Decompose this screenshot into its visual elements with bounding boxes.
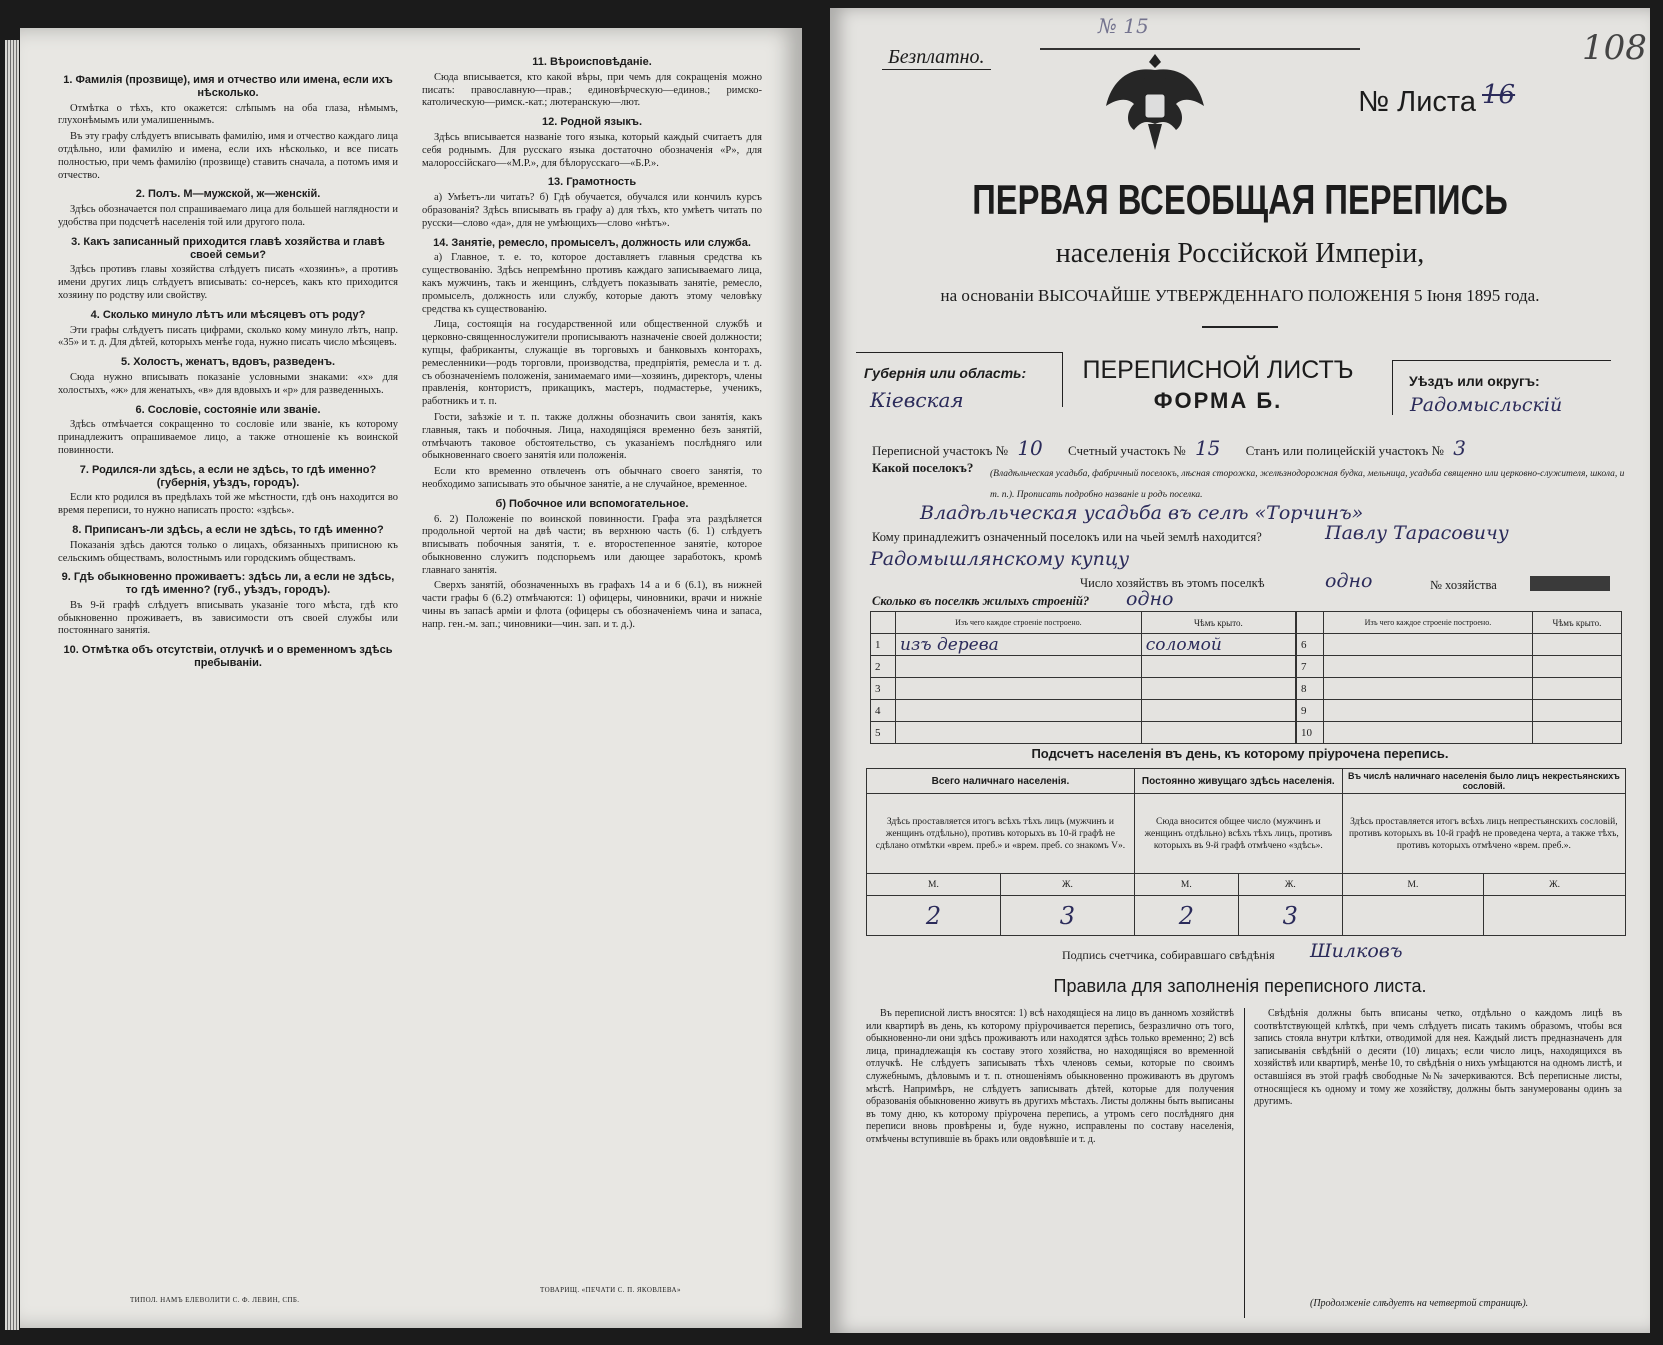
instruction-heading: 3. Какъ записанный приходится главѣ хозяйства и главѣ своей семьи?: [71, 235, 385, 261]
settlement-hint: (Владѣльческая усадьба, фабричный поселокъ, лѣсная сторожка, желѣзнодорожная будка, мельница, усадьба священно или церковно-служителя, школа, и т. п.). Прописать подробно названіе и родъ поселка.: [990, 469, 1625, 500]
free-label: Безплатно.: [882, 46, 991, 70]
instruction-paragraph: Здѣсь обозначается пол спрашиваемаго лица для большей наглядности и удобства при подсчетѣ населенія той или другого пола.: [58, 204, 398, 228]
permanent-male-value: 2: [1134, 896, 1238, 936]
instruction-paragraph: Если кто временно отвлеченъ отъ обычнаго своего занятія, то необходимо записывать это обычное занятіе, а не случайное, временное.: [422, 466, 762, 490]
bld-row-number: 6: [1297, 634, 1324, 656]
settlement-value: Владѣльческая усадьба въ селѣ «Торчинъ»: [920, 502, 1364, 524]
guberniya-label: Губернія или область:: [864, 365, 1027, 381]
instruction-heading: 9. Гдѣ обыкновенно проживаетъ: здѣсь ли, а если не здѣсь, то гдѣ именно? (губ., уѣздъ, городъ).: [61, 571, 395, 597]
col-male: М.: [867, 874, 1001, 896]
bld-row-number: 1: [871, 634, 896, 656]
printer-imprint-right: ТОВАРИЩ. «ПЕЧАТИ С. П. ЯКОВЛЕВА»: [540, 1286, 681, 1294]
instruction-heading: 1. Фамилія (прозвище), имя и отчество или имена, если ихъ нѣсколько.: [63, 74, 393, 99]
form-subtitle: ФОРМА Б.: [1153, 388, 1283, 413]
owner-value-2: Радомышлянскому купцу: [870, 548, 1130, 570]
form-title: ПЕРЕПИСНОЙ ЛИСТЪ: [1082, 356, 1354, 384]
bld-roof-value: соломой: [1141, 634, 1295, 656]
count-head-nonpeasant: Въ числѣ наличнаго населенія было лицъ некрестьянскихъ сословій.: [1342, 769, 1625, 794]
instruction-paragraph: Сверхъ занятій, обозначенныхъ въ графахъ 14 а и 6 (6.1), въ нижней части графы 6 (6.2) отмѣчаются: 1) офицеры, чиновники, врачи и нижніе чины въ запасѣ армiи и флота (офицеры съ обозначеніемъ чина и запаса, напр. ген.-м. зап.; чиновники—чин. зап. и т. д.).: [422, 580, 762, 630]
bld-head-roof-2: Чѣмъ крыто.: [1532, 612, 1621, 634]
instruction-paragraph: 6. 2) Положеніе по воинской повинности. Графа эта раздѣляется продольной чертой на двѣ части; въ верхнюю часть (6. 1) слѣдуетъ вписывать побочныя занятія, т. е. второстепенное занятіе, которое обыкновенно служитъ подспорьемъ или дающее заработокъ, кромѣ главнаго занятія.: [422, 513, 762, 576]
col-female: Ж.: [1484, 874, 1626, 896]
bld-row-number: 9: [1297, 700, 1324, 722]
count-head-permanent: Постоянно живущаго здѣсь населенія.: [1134, 769, 1342, 794]
instruction-paragraph: Лица, состоящія на государственной или общественной службѣ и церковно-священнослужители прописываютъ назначеніе своей должности; купцы, фабриканты, служащіе въ торговыхъ и банковыхъ конторахъ, ремесленники—родъ торговли, производства, предпріятія, ремесла и т. д. съ обозначеніемъ положенія, занимаемаго ими—хозяинъ, директоръ, члены правленія, контористъ, прикащикъ, мастеръ, подмастерье, ученикъ, работникъ и т. п.: [422, 319, 762, 408]
instruction-paragraph: Въ эту графу слѣдуетъ вписывать фамилію, имя и отчество каждаго лица отдѣльно, или фамилію и имена, если ихъ нѣсколько, и все писать полностью, при чемъ фамилію (прозвище) ставить сначала, а потомъ имя и отчество.: [58, 131, 398, 181]
instruction-heading: 11. Вѣроисповѣданіе.: [532, 56, 652, 68]
households-label: Число хозяйствъ въ этомъ поселкѣ: [1080, 576, 1265, 590]
instruction-paragraph: Здѣсь противъ главы хозяйства слѣдуетъ писать «хозяинъ», а противъ имени других лицъ слѣдуетъ вписывать: со-нерсеъ, какъ кто приходится хозяину по родству или свойству.: [58, 264, 398, 301]
count-head-present: Всего наличнаго населенія.: [867, 769, 1135, 794]
police-district-label: Станъ или полицейскій участокъ №: [1245, 443, 1444, 458]
instruction-paragraph: а) Главное, т. е. то, которое доставляетъ главныя средства къ существованію. Здѣсь непремѣнно противъ каждаго записываемаго лица, какъ мужчинъ, такъ и женщинъ, слѣдуетъ показывать занятіе, ремесло, промыселъ, должность или службу, которые даютъ этому человѣку средства къ существованію.: [422, 252, 762, 315]
rules-right-column: Свѣдѣнія должны быть вписаны четко, отдѣльно о каждомъ лицѣ въ соотвѣтствующей клѣткѣ, при чемъ слѣдуетъ писать такимъ образомъ, чтобы вся запись стояла внутри клѣтки, отводимой для нея. Каждый листъ предназначенъ для записыванія свѣдѣній о десяти (10) лицахъ; если число лицъ, находящихся въ хозяйствѣ или квартирѣ, менѣе 10, то свѣдѣнія о нихъ умѣщаются на одномъ листѣ, и оставшіяся въ этой графѣ свободные №№ зачеркиваются. Всѣ переписные листы, относящіеся къ одному и тому же хозяйству, должны быть занумерованы одинъ за другимъ.: [1254, 1008, 1622, 1108]
police-district-value: 3: [1453, 436, 1466, 460]
bld-row-number: 4: [871, 700, 896, 722]
signature-value: Шилковъ: [1310, 940, 1403, 962]
instruction-heading: б) Побочное или вспомогательное.: [495, 497, 689, 510]
instruction-paragraph: Въ 9-й графѣ слѣдуетъ вписывать указаніе того мѣста, гдѣ кто обыкновенно проживаетъ, въ зависимости отъ своей службы или постояннаго занятія.: [58, 599, 398, 637]
rules-title: Правила для заполненія переписного листа.: [1053, 976, 1427, 996]
uezd-value: Радомысльскій: [1410, 394, 1563, 416]
bld-row-number: 3: [871, 678, 896, 700]
legal-basis: на основаніи ВЫСОЧАЙШЕ УТВЕРЖДЕННАГО ПОЛОЖЕНІЯ 5 Іюня 1895 года.: [940, 286, 1540, 305]
continued-note: (Продолженіе слѣдуетъ на четвертой страницѣ).: [1310, 1298, 1529, 1309]
owner-value-1: Павлу Тарасовичу: [1325, 522, 1509, 544]
sheet-number-label: № Листа: [1358, 86, 1476, 118]
instruction-paragraph: Отмѣтка о тѣхъ, кто окажется: слѣпымъ на оба глаза, нѣмымъ, глухонѣмымъ или умалишеннымъ.: [58, 102, 398, 127]
present-male-value: 2: [867, 896, 1001, 936]
instruction-heading: 2. Полъ. М—мужской, ж—женскій.: [135, 188, 321, 201]
instruction-paragraph: а) Умѣетъ-ли читать? б) Гдѣ обучается, обучался или кончилъ курсъ образованія? Здѣсь вписывать въ графу а) для тѣхъ, кто умѣетъ читать по русски—слово «да», для не умѣющихъ—слово «нѣтъ».: [422, 192, 762, 229]
present-female-value: 3: [1000, 896, 1134, 936]
district-line: [872, 436, 1466, 460]
bld-head-material: Изъ чего каждое строеніе построено.: [896, 612, 1142, 634]
counting-district-label: Счетный участокъ №: [1068, 443, 1186, 458]
count-desc-nonpeasant: Здѣсь проставляется итогъ всѣхъ лицъ непрестьянскихъ сословій, противъ которыхъ въ 10-й графѣ не проведена черта, а также тѣхъ, противъ которыхъ отмѣчено «врем. преб.».: [1342, 794, 1625, 874]
instruction-heading: 12. Родной языкъ.: [541, 116, 642, 129]
nonpeasant-male-value: [1342, 896, 1483, 936]
permanent-female-value: 3: [1238, 896, 1342, 936]
col-female: Ж.: [1238, 874, 1342, 896]
bld-head-roof: Чѣмъ крыто.: [1141, 612, 1295, 634]
census-district-label: Переписной участокъ №: [872, 443, 1009, 458]
divider: [1202, 326, 1278, 328]
instruction-heading: 5. Холостъ, женатъ, вдовъ, разведенъ.: [120, 356, 336, 369]
redaction-mark: [1530, 576, 1610, 591]
uezd-label: Уѣздъ или округъ:: [1409, 373, 1540, 389]
owner-question: Кому принадлежитъ означенный поселокъ или на чьей землѣ находится?: [872, 530, 1262, 544]
bld-row-number: 5: [871, 722, 896, 744]
col-male: М.: [1134, 874, 1238, 896]
census-title: ПЕРВАЯ ВСЕОБЩАЯ ПЕРЕПИСЬ: [972, 176, 1508, 223]
bld-head-material-2: Изъ чего каждое строеніе построено.: [1324, 612, 1533, 634]
census-district-value: 10: [1017, 436, 1043, 460]
instruction-paragraph: Здѣсь вписывается названіе того языка, который каждый считаетъ для себя роднымъ. Для русскаго языка достаточно обозначенія «Р», для малороссійскаго—«М.Р.», для бѣлорусскаго—«Б.Р.».: [422, 131, 762, 169]
instruction-paragraph: Показанія здѣсь даются только о лицахъ, обязанныхъ приписною къ сельскимъ обществамъ, волостнымъ или городскимъ обществамъ.: [58, 539, 398, 564]
instruction-paragraph: Сюда нужно вписывать показаніе условными знаками: «х» для холостыхъ, «ж» для женатыхъ, «в» для вдовыхъ и «р» для разведенныхъ.: [58, 371, 398, 396]
imperial-eagle-emblem: [1100, 46, 1210, 156]
buildings-table-right: [1296, 611, 1622, 744]
col-female: Ж.: [1000, 874, 1134, 896]
settlement-question: Какой поселокъ?: [872, 460, 974, 475]
instruction-heading: 8. Приписанъ-ли здѣсь, а если не здѣсь, то гдѣ именно?: [72, 523, 384, 536]
instruction-paragraph: Эти графы слѣдуетъ писать цифрами, сколько кому минуло лѣтъ, напр. «35» и т. д. Для дѣтей, которыхъ менѣе года, нужно писать число мѣсяцевъ.: [58, 324, 398, 349]
instruction-heading: 7. Родился-ли здѣсь, а если не здѣсь, то гдѣ именно? (губернія, уѣздъ, городъ).: [79, 463, 377, 489]
page-edges: [5, 40, 19, 1330]
rules-left-column: Въ переписной листъ вносятся: 1) всѣ находящіеся на лицо въ данномъ хозяйствѣ или квартирѣ въ день, къ которому пріурочивается перепись, безразлично отъ того, обыкновенно-ли они здѣсь проживаютъ или находятся здѣсь только временно; 2) всѣ лица, принадлежащія къ составу этого хозяйства, но находящіяся во временной отлучкѣ. Не слѣдуетъ записывать тѣхъ членовъ семьи, которые по своимъ служебнымъ, дѣловымъ и т. п. отношеніямъ обыкновенно проживаютъ въ другомъ мѣстѣ. Напримѣръ, не слѣдуетъ записывать дѣтей, которые для получения образованія обыкновенно живутъ въ другихъ мѣстахъ. Листы должны быть выписаны въ тому дню, къ которому пріурочена перепись, а утромъ сего послѣдняго дня переписи вновь провѣрены и, буде нужно, исправлены по составу населенія, отмѣчены вступившіе въ бракъ или овдовѣвшіе и т. д.: [866, 1008, 1234, 1145]
instructions-column-2: [422, 50, 762, 635]
right-page-census-form: [830, 8, 1650, 1333]
left-page-instructions: [20, 28, 802, 1328]
count-desc-permanent: Сюда вносится общее число (мужчинъ и женщинъ отдѣльно) всѣхъ тѣхъ лицъ, противъ которыхъ въ 9-й графѣ отмѣчено «здѣсь».: [1134, 794, 1342, 874]
printer-imprint-left: ТИПОЛ. НАМЪ ЕЛЕВОЛИТИ С. Ф. ЛЕВИН, СПБ.: [130, 1296, 300, 1304]
counting-district-value: 15: [1194, 436, 1221, 460]
count-desc-present: Здѣсь проставляется итогъ всѣхъ тѣхъ лицъ (мужчинъ и женщинъ отдѣльно), противъ которыхъ въ 10-й графѣ не сдѣлано отмѣтки «врем. преб.» и «врем. преб. со знакомъ V».: [867, 794, 1135, 874]
sheet-number-value: 16: [1482, 80, 1516, 110]
instruction-heading: 4. Сколько минуло лѣтъ или мѣсяцевъ отъ роду?: [90, 308, 366, 321]
dwellings-label: Сколько въ поселкѣ жилыхъ строеній?: [872, 594, 1090, 608]
instruction-heading: 13. Грамотность: [547, 176, 637, 189]
bld-row-number: 2: [871, 656, 896, 678]
count-title: Подсчетъ населенія въ день, къ которому пріурочена перепись.: [1031, 746, 1449, 761]
census-subtitle: населенія Россійской Имперіи,: [1055, 238, 1425, 269]
population-count-table: [866, 768, 1626, 936]
household-number-label: № хозяйства: [1430, 578, 1497, 592]
instruction-heading: 6. Сословіе, состояніе или званіе.: [135, 403, 321, 416]
instruction-paragraph: Сюда вписывается, кто какой вѣры, при чемъ для сокращенія можно писать: православную—прав.; единовѣрческую—единов.; римско-католическую—римск.-кат.; лютеранскую—лют.: [422, 71, 762, 109]
guberniya-value: Кіевская: [870, 388, 964, 412]
instruction-paragraph: Гости, заѣзжіе и т. п. также должны обозначить свои занятія, какъ главныя, такъ и побочныя. Лица, находящіяся временно безъ занятій, отмѣчаютъ таковое обстоятельство, съ указаніемъ послѣдняго или обыкновеннаго своего занятія или положенія.: [422, 411, 762, 462]
buildings-table-left: [870, 611, 1296, 744]
col-male: М.: [1342, 874, 1483, 896]
signature-label: Подпись счетчика, собиравшаго свѣдѣнія: [1062, 948, 1275, 962]
instruction-paragraph: Здѣсь отмѣчается сокращенно то сословіе или званіе, къ которому принадлежитъ опрашиваемое лицо, а также отношеніе къ воинской повинности.: [58, 419, 398, 456]
top-scribble: № 15: [1098, 14, 1149, 38]
bld-row-number: 8: [1297, 678, 1324, 700]
households-value: одно: [1325, 570, 1373, 592]
bld-row-number: 10: [1297, 722, 1324, 744]
corner-archive-number: 108: [1582, 28, 1647, 68]
dwellings-value: одно: [1126, 588, 1174, 610]
bld-row-number: 7: [1297, 656, 1324, 678]
rules-divider: [1244, 1008, 1245, 1318]
instruction-heading: 14. Занятіе, ремесло, промыселъ, должность или служба.: [433, 236, 751, 249]
instructions-column-1: [58, 68, 398, 673]
instruction-paragraph: Если кто родился въ предѣлахъ той же мѣстности, гдѣ онъ находится во время переписи, то нужно написать просто: «здѣсь».: [58, 492, 398, 517]
nonpeasant-female-value: [1484, 896, 1626, 936]
bld-material-value: изъ дерева: [896, 634, 1142, 656]
instruction-heading: 10. Отмѣтка объ отсутствіи, отлучкѣ и о временномъ здѣсь пребываніи.: [63, 644, 393, 670]
